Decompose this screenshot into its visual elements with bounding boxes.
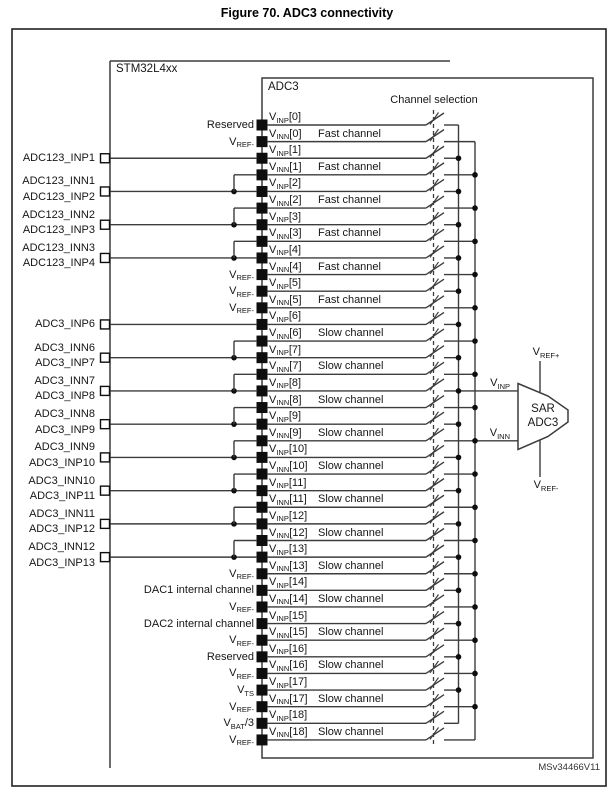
channel-switch xyxy=(426,628,444,640)
internal-source-label: $V_{TS}$ xyxy=(237,684,254,698)
external-pin-label: ADC123_INN1 ADC123_INP2 xyxy=(22,175,95,203)
switch-slash xyxy=(430,711,439,723)
switch-slash xyxy=(430,262,439,274)
channel-signal-label: $V_{INP}[6]$ xyxy=(269,310,302,324)
external-pin-label: ADC3_INN6 ADC3_INP7 xyxy=(34,341,95,370)
switch-slash xyxy=(430,412,439,424)
channel-switch xyxy=(426,529,444,541)
channel-signal-label: $V_{INP}[9]$ xyxy=(269,410,302,424)
internal-source-label: $V_{REF-}$ xyxy=(229,285,254,299)
switch-slash xyxy=(430,478,439,490)
adc-pin xyxy=(257,385,268,396)
junction-dot xyxy=(472,704,478,710)
channel-speed-label: Fast channel xyxy=(318,160,381,173)
channel-signal-label: $V_{INP}[8]$ xyxy=(269,376,302,391)
channel-speed-label: Slow channel xyxy=(318,426,384,439)
channel-switch xyxy=(426,263,444,275)
adc-pin xyxy=(257,419,268,430)
channel-switch xyxy=(426,728,444,740)
junction-dot xyxy=(456,521,462,527)
channel-switch xyxy=(426,213,444,225)
channel-speed-label: Slow channel xyxy=(318,360,384,373)
junction-dot xyxy=(456,288,462,294)
channel-signal-label: $V_{INN}[9]$ xyxy=(269,426,302,441)
channel-signal-label: $V_{INN}[13]$ xyxy=(269,559,308,574)
adc-pin xyxy=(257,535,268,546)
figure-reference-code: MSv34466V11 xyxy=(538,762,600,773)
channel-speed-label: Slow channel xyxy=(318,460,384,473)
adc-pin xyxy=(257,435,268,446)
channel-switch xyxy=(426,362,444,374)
channel-switch xyxy=(426,695,444,707)
switch-slash xyxy=(430,462,439,474)
channel-speed-label: Slow channel xyxy=(318,725,384,738)
adc-pin xyxy=(257,236,268,247)
external-pin-label: ADC3_INN7 ADC3_INP8 xyxy=(34,374,95,403)
junction-dot xyxy=(456,155,462,161)
internal-source-label: $V_{REF-}$ xyxy=(229,634,254,648)
junction-dot xyxy=(472,571,478,577)
external-pin-label: ADC3_INN8 ADC3_INP9 xyxy=(34,408,95,436)
adc-pin xyxy=(257,252,268,263)
switch-slash xyxy=(430,545,439,557)
channel-switch xyxy=(426,346,444,358)
channel-switch xyxy=(426,678,444,690)
channel-switch xyxy=(426,113,444,125)
channel-switch xyxy=(426,163,444,175)
internal-source-label: $V_{REF-}$ xyxy=(229,700,254,715)
channel-signal-label: $V_{INP}[16]$ xyxy=(269,642,308,657)
switch-slash xyxy=(430,146,439,158)
adc-box-label: ADC3 xyxy=(268,81,299,93)
switch-slash xyxy=(430,644,439,656)
switch-slash xyxy=(430,661,439,673)
external-pin xyxy=(101,220,110,229)
channel-switch xyxy=(426,412,444,424)
adc-pin xyxy=(257,153,268,164)
junction-dot xyxy=(456,588,462,594)
channel-signal-label: $V_{INP}[14]$ xyxy=(269,576,308,590)
figure-title: Figure 70. ADC3 connectivity xyxy=(220,6,394,20)
channel-switch xyxy=(426,578,444,590)
external-pin xyxy=(101,386,110,395)
internal-source-label: $V_{BAT}/3$ xyxy=(223,717,254,731)
channel-signal-label: $V_{INN}[15]$ xyxy=(269,626,308,640)
switch-slash xyxy=(430,162,439,174)
junction-dot xyxy=(456,654,462,660)
adc-pin xyxy=(257,585,268,596)
adc-pin xyxy=(257,402,268,413)
channel-signal-label: $V_{INN}[10]$ xyxy=(269,460,308,474)
switch-slash xyxy=(430,445,439,457)
channel-speed-label: Fast channel xyxy=(318,260,381,273)
external-pin xyxy=(101,187,110,196)
channel-speed-label: Fast channel xyxy=(318,227,381,240)
junction-dot xyxy=(456,621,462,627)
channel-signal-label: $V_{INP}[0]$ xyxy=(269,111,302,125)
channel-switch xyxy=(426,179,444,191)
switch-slash xyxy=(430,511,439,523)
adc-pin xyxy=(257,219,268,230)
sar-vinp-label: $V_{INP}$ xyxy=(490,377,510,391)
internal-source-label: $V_{REF-}$ xyxy=(229,567,254,582)
channel-signal-label: $V_{INN}[4]$ xyxy=(269,260,302,275)
channel-switch xyxy=(426,479,444,491)
internal-source-label: $V_{REF-}$ xyxy=(229,733,254,748)
channel-switch xyxy=(426,429,444,441)
adc-pin xyxy=(257,336,268,347)
channel-signal-label: $V_{INN}[8]$ xyxy=(269,393,302,408)
junction-dot xyxy=(472,471,478,477)
external-pin-label: ADC123_INN3 ADC123_INP4 xyxy=(22,241,95,270)
sar-vref-plus-label: $V_{REF+}$ xyxy=(532,346,560,360)
sar-vinn-label: $V_{INN}$ xyxy=(489,427,510,441)
junction-dot xyxy=(456,388,462,394)
channel-switch xyxy=(426,711,444,723)
external-pin-label: ADC3_INP6 xyxy=(35,318,95,331)
channel-signal-label: $V_{INP}[12]$ xyxy=(269,509,308,524)
junction-dot xyxy=(472,239,478,245)
adc-pin xyxy=(257,635,268,646)
switch-slash xyxy=(430,528,439,540)
channel-selection-label: Channel selection xyxy=(390,94,478,106)
adc-pin xyxy=(257,369,268,380)
switch-slash xyxy=(430,229,439,241)
adc-pin xyxy=(257,618,268,629)
channel-switch xyxy=(426,445,444,457)
junction-dot xyxy=(472,438,478,444)
adc-pin xyxy=(257,452,268,463)
adc-pin xyxy=(257,601,268,612)
junction-dot xyxy=(472,338,478,344)
switch-slash xyxy=(430,495,439,507)
channel-switch xyxy=(426,495,444,507)
channel-signal-label: $V_{INP}[15]$ xyxy=(269,609,308,624)
adc-pin xyxy=(257,352,268,363)
channel-switch xyxy=(426,396,444,408)
channel-signal-label: $V_{INP}[11]$ xyxy=(269,476,307,491)
channel-signal-label: $V_{INN}[18]$ xyxy=(269,725,308,740)
channel-switch xyxy=(426,329,444,341)
junction-dot xyxy=(456,488,462,494)
internal-source-label: $V_{REF-}$ xyxy=(229,301,254,316)
external-pin xyxy=(101,320,110,329)
switch-slash xyxy=(430,279,439,291)
channel-signal-label: $V_{INP}[5]$ xyxy=(269,277,302,291)
channel-switch xyxy=(426,462,444,474)
channel-switch xyxy=(426,562,444,574)
external-pin-label: ADC123_INP1 xyxy=(22,152,95,165)
channel-switch xyxy=(426,379,444,391)
channel-speed-label: Slow channel xyxy=(318,559,384,572)
channel-signal-label: $V_{INN}[5]$ xyxy=(269,293,302,308)
junction-dot xyxy=(456,455,462,461)
switch-slash xyxy=(430,362,439,374)
switch-slash xyxy=(430,694,439,706)
channel-speed-label: Slow channel xyxy=(318,659,384,672)
external-pin xyxy=(101,453,110,462)
junction-dot xyxy=(472,172,478,178)
channel-switch xyxy=(426,545,444,557)
channel-signal-label: $V_{INP}[1]$ xyxy=(269,144,302,158)
adc-pin xyxy=(257,502,268,513)
channel-speed-label: Fast channel xyxy=(318,293,381,306)
adc-pin xyxy=(257,518,268,529)
junction-dot xyxy=(472,604,478,610)
switch-slash xyxy=(430,428,439,440)
internal-source-label: $V_{REF-}$ xyxy=(229,600,254,615)
junction-dot xyxy=(472,637,478,643)
switch-slash xyxy=(430,329,439,341)
switch-slash xyxy=(430,395,439,407)
switch-slash xyxy=(430,129,439,141)
external-pin xyxy=(101,420,110,429)
switch-slash xyxy=(430,345,439,357)
chip-label: STM32L4xx xyxy=(116,63,178,75)
junction-dot xyxy=(456,554,462,560)
junction-dot xyxy=(472,504,478,510)
channel-switch xyxy=(426,246,444,258)
switch-slash xyxy=(430,611,439,623)
junction-dot xyxy=(472,372,478,378)
channel-signal-label: $V_{INP}[7]$ xyxy=(269,343,302,358)
junction-dot xyxy=(472,405,478,411)
channel-signal-label: $V_{INP}[18]$ xyxy=(269,709,308,723)
channel-switch xyxy=(426,229,444,241)
junction-dot xyxy=(472,538,478,544)
channel-switch xyxy=(426,612,444,624)
channel-speed-label: Slow channel xyxy=(318,692,384,705)
adc-pin xyxy=(257,568,268,579)
channel-signal-label: $V_{INP}[10]$ xyxy=(269,443,308,457)
internal-source-label: DAC1 internal channel xyxy=(143,584,254,597)
switch-slash xyxy=(430,312,439,324)
channel-speed-label: Slow channel xyxy=(318,493,384,506)
adc-pin xyxy=(257,186,268,197)
channel-speed-label: Slow channel xyxy=(318,526,384,539)
switch-slash xyxy=(430,594,439,606)
switch-slash xyxy=(430,561,439,573)
junction-dot xyxy=(456,322,462,328)
adc-pin xyxy=(257,718,268,729)
adc-pin xyxy=(257,734,268,745)
internal-source-label: Reserved xyxy=(206,119,254,131)
external-pin xyxy=(101,353,110,362)
junction-dot xyxy=(472,671,478,677)
channel-speed-label: Fast channel xyxy=(318,127,381,140)
channel-switch xyxy=(426,279,444,291)
external-pin-label: ADC3_INN10 ADC3_INP11 xyxy=(28,474,95,503)
channel-switch xyxy=(426,296,444,308)
external-pin-label: ADC3_INN11 ADC3_INP12 xyxy=(28,507,95,536)
channel-signal-label: $V_{INN}[7]$ xyxy=(269,360,302,374)
channel-switch xyxy=(426,130,444,142)
internal-source-label: $V_{REF-}$ xyxy=(229,268,254,283)
channel-signal-label: $V_{INN}[16]$ xyxy=(269,659,308,673)
switch-slash xyxy=(430,295,439,307)
adc-pin xyxy=(257,668,268,679)
channel-switch xyxy=(426,146,444,158)
external-pin-label: ADC123_INN2 ADC123_INP3 xyxy=(22,208,95,237)
switch-slash xyxy=(430,378,439,390)
channel-signal-label: $V_{INN}[1]$ xyxy=(269,160,302,175)
channel-signal-label: $V_{INP}[2]$ xyxy=(269,177,302,191)
channel-signal-label: $V_{INN}[0]$ xyxy=(269,127,302,142)
switch-slash xyxy=(430,678,439,690)
adc-pin xyxy=(257,269,268,280)
adc-pin xyxy=(257,701,268,712)
channel-signal-label: $V_{INN}[17]$ xyxy=(269,692,308,707)
sar-label-line2: ADC3 xyxy=(527,416,559,429)
adc-pin xyxy=(257,485,268,496)
adc-pin xyxy=(257,169,268,180)
internal-source-label: DAC2 internal channel xyxy=(143,617,254,630)
channel-speed-label: Slow channel xyxy=(318,626,384,639)
adc-pin xyxy=(257,651,268,662)
adc-pin xyxy=(257,469,268,480)
adc-pin xyxy=(257,286,268,297)
adc-pin xyxy=(257,136,268,147)
internal-source-label: $V_{REF-}$ xyxy=(229,135,254,150)
channel-signal-label: $V_{INP}[4]$ xyxy=(269,243,302,258)
channel-speed-label: Fast channel xyxy=(318,194,381,207)
external-pin-label: ADC3_INN9 ADC3_INP10 xyxy=(28,441,95,469)
channel-signal-label: $V_{INN}[11]$ xyxy=(269,493,307,507)
channel-signal-label: $V_{INN}[2]$ xyxy=(269,194,302,208)
adc-pin xyxy=(257,319,268,330)
external-pin xyxy=(101,154,110,163)
sar-label-line1: SAR xyxy=(531,403,555,415)
external-pin xyxy=(101,553,110,562)
channel-signal-label: $V_{INP}[17]$ xyxy=(269,676,308,690)
junction-dot xyxy=(456,255,462,261)
channel-switch xyxy=(426,196,444,208)
junction-dot xyxy=(456,687,462,693)
junction-dot xyxy=(456,222,462,228)
switch-slash xyxy=(430,179,439,191)
switch-slash xyxy=(430,727,439,739)
sar-vref-minus-label: $V_{REF-}$ xyxy=(533,479,559,493)
adc-pin xyxy=(257,685,268,696)
switch-slash xyxy=(430,196,439,208)
external-pin xyxy=(101,486,110,495)
junction-dot xyxy=(456,421,462,427)
switch-slash xyxy=(430,245,439,257)
junction-dot xyxy=(472,272,478,278)
external-pin xyxy=(101,253,110,262)
junction-dot xyxy=(456,355,462,361)
junction-dot xyxy=(472,205,478,211)
channel-signal-label: $V_{INP}[3]$ xyxy=(269,210,302,225)
switch-slash xyxy=(430,578,439,590)
external-pin-label: ADC3_INN12 ADC3_INP13 xyxy=(28,541,95,569)
junction-dot xyxy=(456,189,462,195)
internal-source-label: Reserved xyxy=(206,650,254,663)
switch-slash xyxy=(430,113,439,125)
internal-source-label: $V_{REF-}$ xyxy=(229,667,254,681)
channel-signal-label: $V_{INP}[13]$ xyxy=(269,543,308,557)
channel-signal-label: $V_{INN}[12]$ xyxy=(269,526,308,540)
channel-switch xyxy=(426,595,444,607)
junction-dot xyxy=(472,305,478,311)
channel-switch xyxy=(426,661,444,673)
channel-speed-label: Slow channel xyxy=(318,327,384,340)
switch-slash xyxy=(430,212,439,224)
adc-pin xyxy=(257,120,268,131)
channel-speed-label: Slow channel xyxy=(318,592,384,605)
switch-slash xyxy=(430,628,439,640)
adc-pin xyxy=(257,552,268,563)
channel-switch xyxy=(426,512,444,524)
channel-signal-label: $V_{INN}[14]$ xyxy=(269,592,308,607)
channel-signal-label: $V_{INN}[3]$ xyxy=(269,227,302,241)
channel-switch xyxy=(426,312,444,324)
channel-speed-label: Slow channel xyxy=(318,393,384,406)
channel-switch xyxy=(426,645,444,657)
channel-signal-label: $V_{INN}[6]$ xyxy=(269,327,302,341)
adc-pin xyxy=(257,203,268,214)
external-pin xyxy=(101,519,110,528)
adc-pin xyxy=(257,302,268,313)
